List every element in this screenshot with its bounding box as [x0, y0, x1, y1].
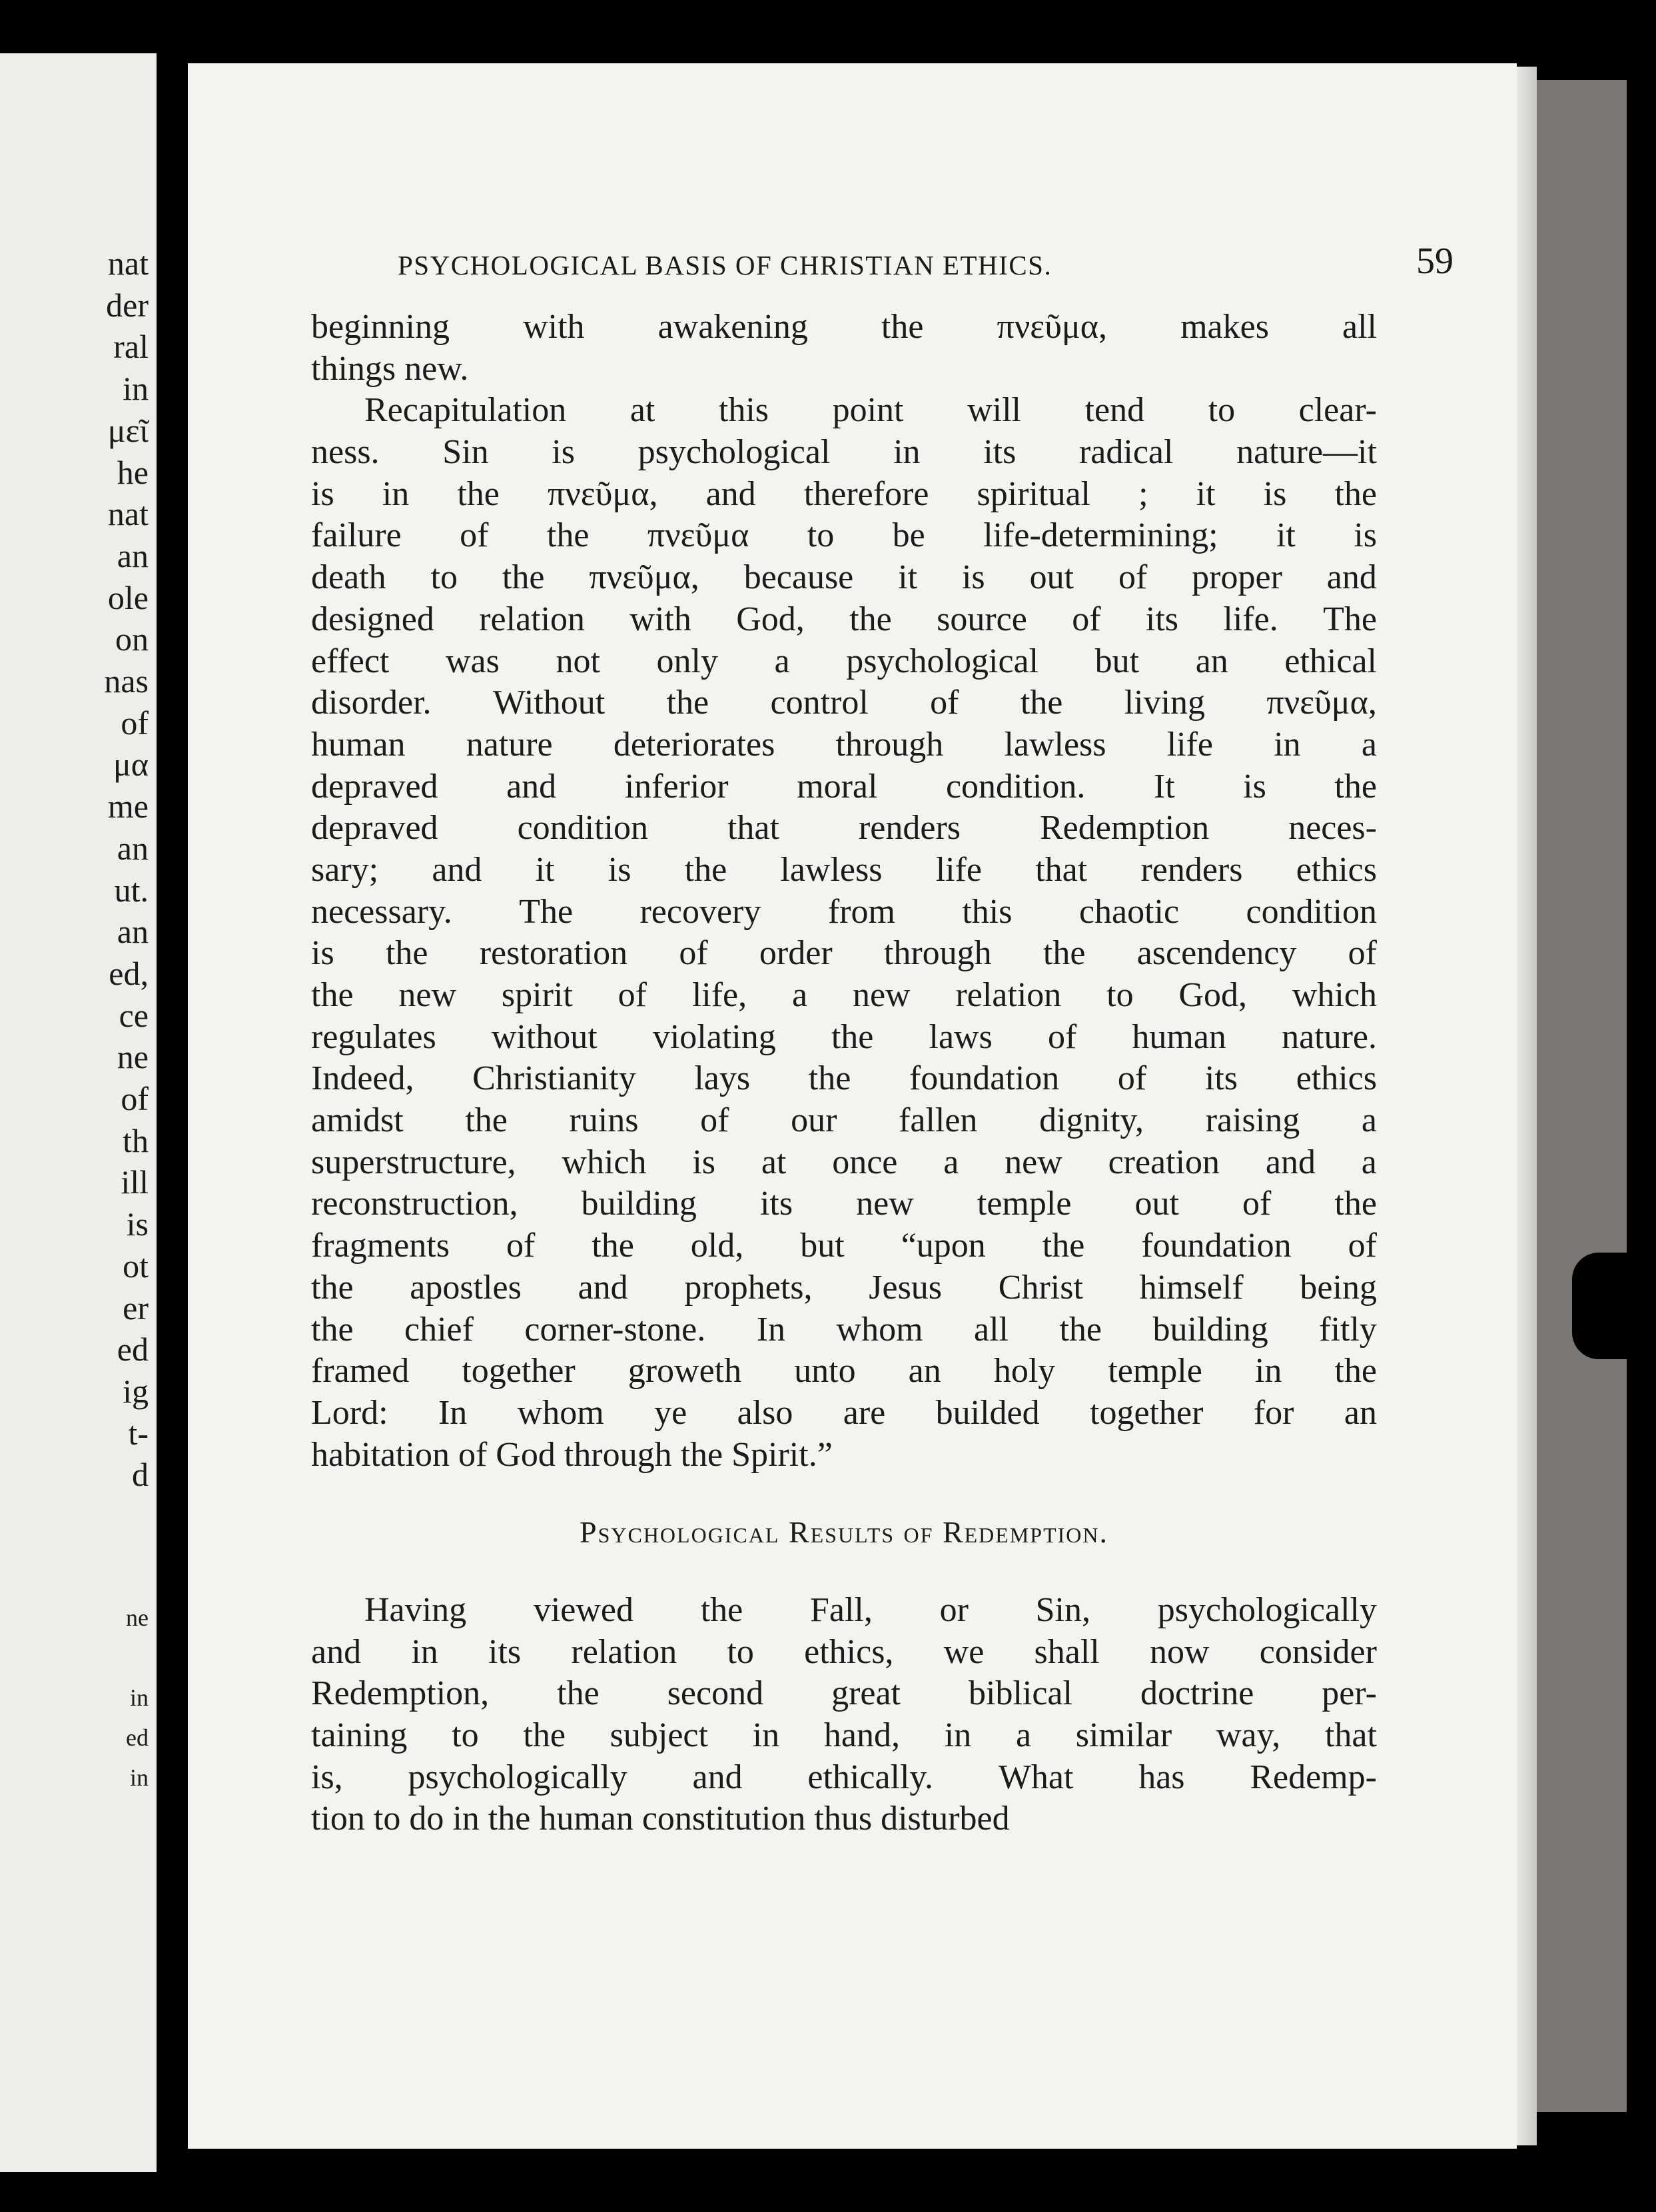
text-line: death to the πνεῦμα, because it is out of proper and	[311, 558, 1377, 597]
text-line: disorder. Without the control of the living πνεῦμα,	[311, 684, 1377, 722]
previous-page-fragment	[0, 53, 157, 2172]
running-head	[398, 240, 1453, 293]
previous-page-line: t-	[128, 1414, 149, 1452]
text-line: and in its relation to ethics, we shall now consider	[311, 1632, 1377, 1671]
text-line: effect was not only a psychological but an ethical	[311, 642, 1377, 680]
text-line: Indeed, Christianity lays the foundation of its ethics	[311, 1059, 1377, 1098]
page-edge	[1517, 67, 1537, 2145]
text-line: ness. Sin is psychological in its radical nature—it	[311, 433, 1377, 472]
previous-page-line: he	[117, 453, 149, 491]
previous-page-line: ral	[113, 328, 149, 366]
previous-page-line: on	[115, 620, 149, 658]
previous-page-line: ne	[126, 1604, 149, 1631]
text-line: is the restoration of order through the ascendency of	[311, 934, 1377, 973]
previous-page-line: μα	[113, 746, 149, 784]
previous-page-line: ne	[117, 1038, 149, 1076]
text-line: amidst the ruins of our fallen dignity, raising a	[311, 1101, 1377, 1140]
text-line: the chief corner-stone. In whom all the building fitly	[311, 1310, 1377, 1349]
body-text	[311, 306, 1377, 1840]
text-line: Redemption, the second great biblical doctrine per-	[311, 1674, 1377, 1713]
text-line: Having viewed the Fall, or Sin, psychologically	[364, 1590, 1377, 1629]
previous-page-line: ed,	[109, 954, 149, 992]
text-line: Lord: In whom ye also are builded together for an	[311, 1393, 1377, 1432]
previous-page-line: of	[121, 704, 149, 742]
text-line: superstructure, which is at once a new creation and a	[311, 1143, 1377, 1181]
previous-page-line: ill	[121, 1163, 149, 1201]
text-line: reconstruction, building its new temple out of the	[311, 1185, 1377, 1223]
text-line: is, psychologically and ethically. What has Redemp-	[311, 1758, 1377, 1796]
text-line: things new.	[311, 349, 469, 388]
previous-page-line: ig	[123, 1372, 149, 1410]
section-heading: Psychological Results of Redemption.	[579, 1515, 1109, 1550]
paragraph	[311, 306, 1377, 390]
text-line: Recapitulation at this point will tend to clear-	[364, 391, 1377, 430]
previous-page-line: in	[129, 1764, 149, 1791]
previous-page-line: ed	[126, 1724, 149, 1751]
previous-page-line: in	[129, 1684, 149, 1711]
previous-page-line: th	[123, 1121, 149, 1159]
text-line: beginning with awakening the πνεῦμα, makes all	[311, 308, 1377, 346]
previous-page-line: nat	[107, 495, 149, 533]
book-page	[188, 63, 1517, 2149]
text-line: sary; and it is the lawless life that renders ethics	[311, 850, 1377, 889]
previous-page-line: ut.	[114, 871, 149, 909]
page-number: 59	[1416, 241, 1453, 282]
text-line: tion to do in the human constitution thus disturbed	[311, 1800, 1010, 1838]
previous-page-line: me	[107, 788, 149, 826]
text-line: the new spirit of life, a new relation to God, which	[311, 976, 1377, 1014]
running-head-title: PSYCHOLOGICAL BASIS OF CHRISTIAN ETHICS.	[398, 250, 1052, 280]
previous-page-line: er	[123, 1289, 149, 1327]
book-edge-notch	[1572, 1253, 1632, 1359]
previous-page-line: ed	[117, 1331, 149, 1369]
text-line: human nature deteriorates through lawless life in a	[311, 725, 1377, 764]
previous-page-line: ole	[107, 578, 149, 616]
previous-page-line: in	[123, 370, 149, 408]
text-line: framed together groweth unto an holy temple in the	[311, 1352, 1377, 1390]
previous-page-line: der	[106, 286, 149, 324]
previous-page-line: d	[132, 1456, 149, 1494]
previous-page-line: nas	[104, 662, 149, 700]
text-line: designed relation with God, the source of its life. The	[311, 600, 1377, 638]
previous-page-line: ot	[123, 1247, 149, 1285]
text-line: depraved and inferior moral condition. It is the	[311, 767, 1377, 806]
previous-page-line: of	[121, 1080, 149, 1117]
text-line: taining to the subject in hand, in a similar way, that	[311, 1716, 1377, 1754]
text-line: regulates without violating the laws of human nature.	[311, 1017, 1377, 1056]
previous-page-line: an	[117, 829, 149, 867]
previous-page-line: an	[117, 913, 149, 951]
previous-page-line: μεῖ	[107, 411, 149, 449]
text-line: habitation of God through the Spirit.”	[311, 1435, 833, 1474]
paragraph	[311, 390, 1377, 1476]
previous-page-line: an	[117, 536, 149, 574]
book-edge	[1537, 80, 1627, 2112]
text-line: fragments of the old, but “upon the foundation of	[311, 1227, 1377, 1265]
text-line: necessary. The recovery from this chaotic condition	[311, 892, 1377, 931]
text-line: is in the πνεῦμα, and therefore spiritual ; it is the	[311, 474, 1377, 513]
previous-page-line: ce	[119, 996, 149, 1034]
text-line: failure of the πνεῦμα to be life-determining; it is	[311, 516, 1377, 555]
section-paragraph	[311, 1590, 1377, 1840]
text-line: depraved condition that renders Redemption neces-	[311, 809, 1377, 847]
previous-page-line: is	[126, 1205, 149, 1243]
paragraphs	[311, 306, 1377, 1476]
previous-page-line: nat	[107, 245, 149, 282]
text-line: the apostles and prophets, Jesus Christ himself being	[311, 1268, 1377, 1307]
